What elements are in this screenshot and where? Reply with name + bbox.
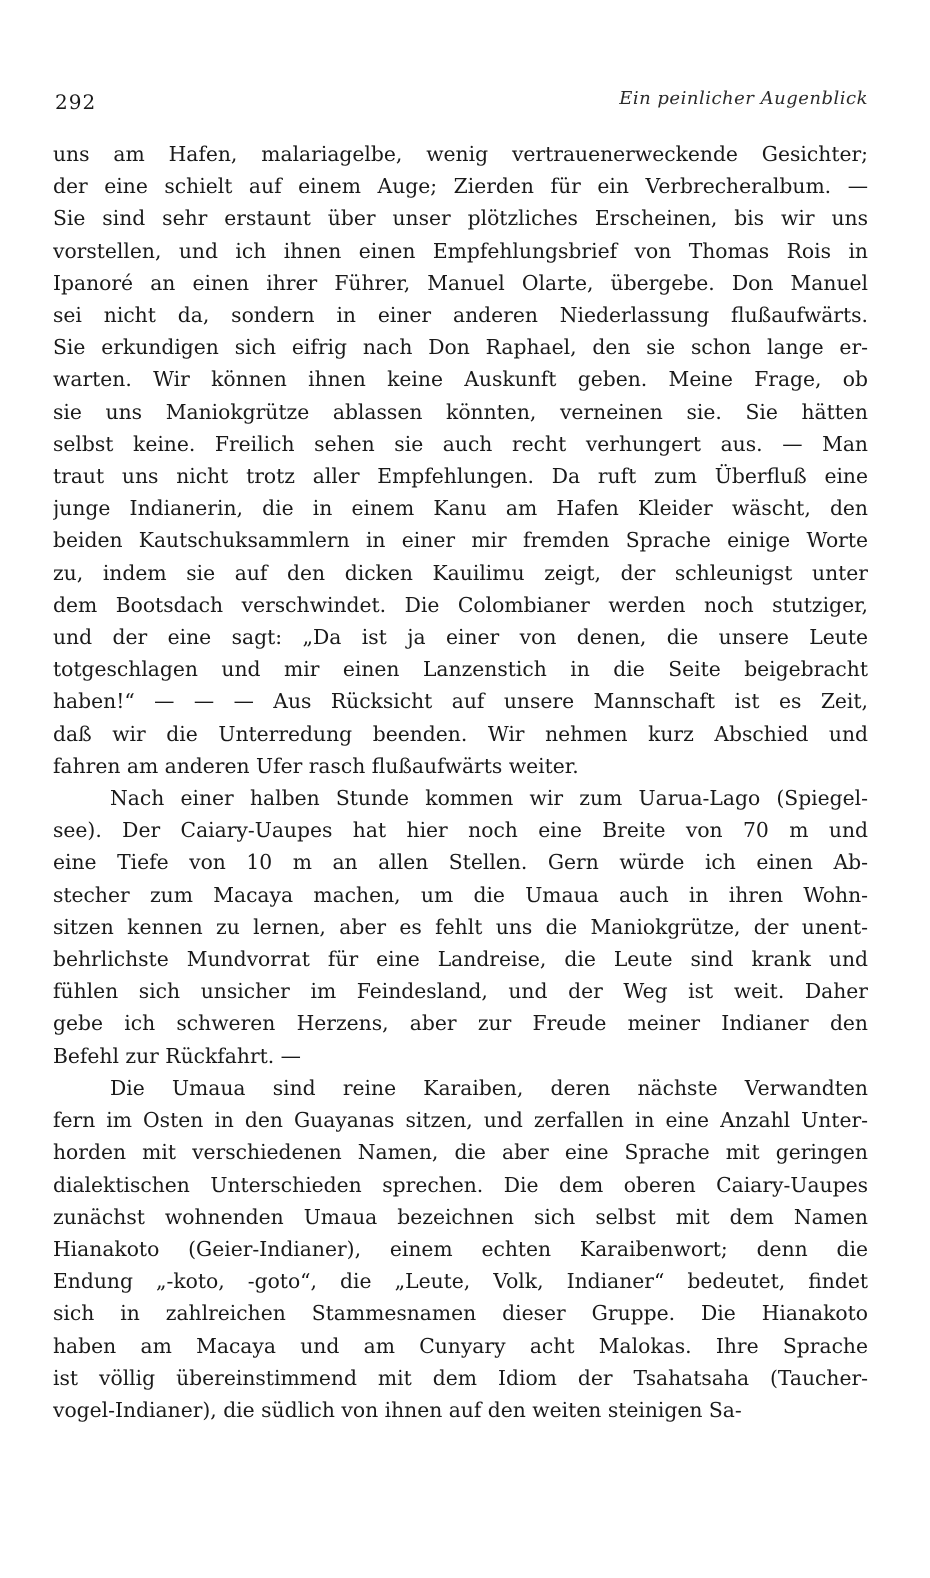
text-line: uns am Hafen, malariagelbe, wenig vertrauenerweckende Gesichter; [53,142,868,166]
text-line: Die Umaua sind reine Karaiben, deren nächste Verwandten [110,1075,868,1100]
text-line: sich in zahlreichen Stammesnamen dieser Gruppe. Die Hianakoto [53,1301,868,1326]
paragraph [53,138,868,782]
text-line: totgeschlagen und mir einen Lanzenstich in die Seite beigebracht [53,657,868,682]
text-line: sei nicht da, sondern in einer anderen Niederlassung flußaufwärts. [53,303,868,328]
text-line: junge Indianerin, die in einem Kanu am Hafen Kleider wäscht, den [53,496,868,521]
text-line: fühlen sich unsicher im Feindesland, und der Weg ist weit. Daher [53,979,868,1004]
text-line: selbst keine. Freilich sehen sie auch recht verhungert aus. — Man [53,431,868,456]
text-line: behrlichste Mundvorrat für eine Landreise, die Leute sind krank und [53,947,868,972]
text-line: haben am Macaya und am Cunyary acht Malokas. Ihre Sprache [53,1333,868,1358]
text-line: zunächst wohnenden Umaua bezeichnen sich selbst mit dem Namen [53,1204,868,1229]
text-line: fahren am anderen Ufer rasch flußaufwärts weiter. [53,753,579,778]
text-line: fern im Osten in den Guayanas sitzen, und zerfallen in eine Anzahl Unter- [53,1108,868,1133]
page-number: 292 [55,90,97,114]
text-line: Befehl zur Rückfahrt. — [53,1043,301,1068]
text-line: haben!“ — — — Aus Rücksicht auf unsere Mannschaft ist es Zeit, [53,689,868,714]
text-line: Nach einer halben Stunde kommen wir zum Uarua-Lago (Spiegel- [110,786,868,811]
text-line: der eine schielt auf einem Auge; Zierden für ein Verbrecheralbum. — [53,174,868,199]
text-line: stecher zum Macaya machen, um die Umaua auch in ihren Wohn- [53,882,868,907]
text-line: eine Tiefe von 10 m an allen Stellen. Gern würde ich einen Ab- [53,850,868,875]
text-line: sie uns Maniokgrütze ablassen könnten, verneinen sie. Sie hätten [53,399,868,424]
text-line: Ipanoré an einen ihrer Führer, Manuel Olarte, übergebe. Don Manuel [53,270,868,295]
text-line: Endung „-koto, -goto“, die „Leute, Volk, Indianer“ bedeutet, findet [53,1269,868,1294]
text-line: und der eine sagt: „Da ist ja einer von denen, die unsere Leute [53,625,868,650]
paragraph [53,1072,868,1426]
text-line: dialektischen Unterschieden sprechen. Die dem oberen Caiary-Uaupes [53,1172,868,1197]
text-line: Hianakoto (Geier-Indianer), einem echten Karaibenwort; denn die [53,1236,868,1261]
paragraph [53,782,868,1072]
text-line: daß wir die Unterredung beenden. Wir nehmen kurz Abschied und [53,721,868,746]
text-line: Sie erkundigen sich eifrig nach Don Raphael, den sie schon lange er- [53,335,868,360]
text-line: sitzen kennen zu lernen, aber es fehlt uns die Maniokgrütze, der unent- [53,914,868,939]
text-line: vorstellen, und ich ihnen einen Empfehlungsbrief von Thomas Rois in [53,238,868,263]
running-head: Ein peinlicher Augenblick [619,88,868,109]
text-line: traut uns nicht trotz aller Empfehlungen. Da ruft zum Überfluß eine [53,464,868,489]
text-line: see). Der Caiary-Uaupes hat hier noch eine Breite von 70 m und [53,818,868,843]
text-line: horden mit verschiedenen Namen, die aber eine Sprache mit geringen [53,1140,868,1165]
text-line: vogel-Indianer), die südlich von ihnen auf den weiten steinigen Sa- [53,1397,742,1422]
text-line: zu, indem sie auf den dicken Kauilimu zeigt, der schleunigst unter [53,560,868,585]
text-line: beiden Kautschuksammlern in einer mir fremden Sprache einige Worte [53,528,868,553]
text-line: Sie sind sehr erstaunt über unser plötzliches Erscheinen, bis wir uns [53,206,868,231]
text-line: ist völlig übereinstimmend mit dem Idiom der Tsahatsaha (Taucher- [53,1365,868,1390]
text-line: gebe ich schweren Herzens, aber zur Freude meiner Indianer den [53,1011,868,1036]
text-line: warten. Wir können ihnen keine Auskunft geben. Meine Frage, ob [53,367,868,392]
text-line: dem Bootsdach verschwindet. Die Colombianer werden noch stutziger, [53,592,868,617]
body-text [53,138,868,1426]
